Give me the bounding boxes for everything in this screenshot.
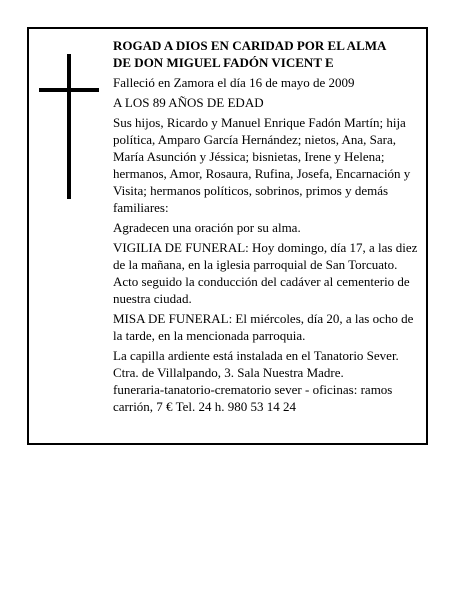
- death-line: Falleció en Zamora el día 16 de mayo de 2009: [113, 75, 355, 90]
- chapel-paragraph: La capilla ardiente está instalada en el Tanatorio Sever. Ctra. de Villalpando, 3. Sala Nuestra Madre.: [113, 348, 399, 380]
- vigil-paragraph: VIGILIA DE FUNERAL: Hoy domingo, día 17, a las diez de la mañana, en la iglesia parroquial de San Torcuato. Acto seguido la conducción del cadáver al cementerio de nuestra ciudad.: [113, 240, 418, 306]
- cross-vertical-bar: [67, 54, 71, 199]
- cross-icon: [39, 54, 99, 199]
- obituary-text: [113, 37, 423, 415]
- obituary-notice: [27, 27, 428, 445]
- family-paragraph: Sus hijos, Ricardo y Manuel Enrique Fadón Martín; hija política, Amparo García Hernández; nietos, Ana, Sara, María Asunción y Jéssica; bisnietas, Irene y Helena; hermanos, Amor, Rosaura, Rufina, Josefa, Encarnación y Visita; hermanos políticos, sobrinos, primos y demás familiares:: [113, 115, 411, 215]
- mass-paragraph: MISA DE FUNERAL: El miércoles, día 20, a las ocho de la tarde, en la mencionada parroquia.: [113, 311, 414, 343]
- funeral-home-paragraph: funeraria-tanatorio-crematorio sever - oficinas: ramos carrión, 7 € Tel. 24 h. 980 53 14 24: [113, 382, 393, 414]
- age-line: A LOS 89 AÑOS DE EDAD: [113, 95, 264, 110]
- thanks-line: Agradecen una oración por su alma.: [113, 220, 301, 235]
- cross-horizontal-bar: [39, 88, 99, 92]
- heading-line-1: ROGAD A DIOS EN CARIDAD POR EL ALMA: [113, 38, 387, 53]
- heading-line-2: DE DON MIGUEL FADÓN VICENT E: [113, 55, 334, 70]
